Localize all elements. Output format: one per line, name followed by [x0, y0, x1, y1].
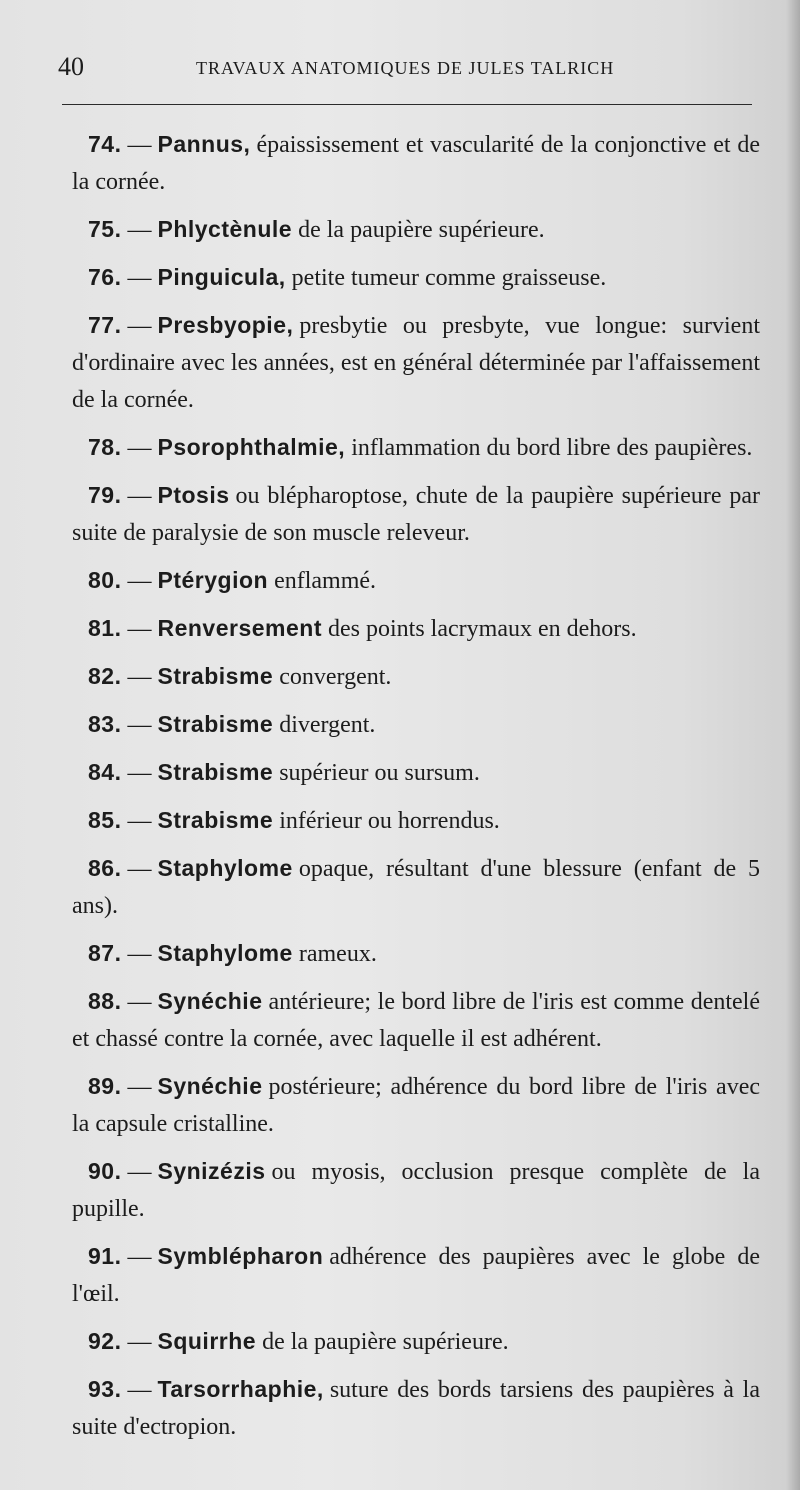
- entry-term: Strabisme: [157, 663, 274, 689]
- entry-dash: —: [127, 1377, 152, 1403]
- entry-dash: —: [127, 217, 152, 243]
- entry-term: Synéchie: [157, 988, 263, 1014]
- entry-dash: —: [127, 808, 152, 834]
- entry-number: 91.: [88, 1243, 122, 1269]
- entry-text: divergent.: [279, 712, 376, 738]
- entry-dash: —: [127, 616, 152, 642]
- entry-79: [72, 477, 760, 552]
- entry-91: [72, 1238, 760, 1313]
- entry-dash: —: [127, 664, 152, 690]
- entry-term: Staphylome: [157, 940, 293, 966]
- entry-text: inflammation du bord libre des paupières.: [351, 435, 753, 461]
- entry-dash: —: [127, 856, 152, 882]
- entry-text: opaque, résultant d'une blessure (enfant de 5 ans).: [72, 856, 760, 919]
- entry-87: [72, 935, 760, 973]
- entry-term: Presbyopie,: [157, 312, 294, 338]
- entry-dash: —: [127, 1159, 152, 1185]
- entry-85: [72, 802, 760, 840]
- entry-dash: —: [127, 941, 152, 967]
- entry-text: suture des bords tarsiens des paupières à la suite d'ectropion.: [72, 1377, 760, 1440]
- entry-text: enflammé.: [274, 568, 377, 594]
- entry-text: supérieur ou sursum.: [279, 760, 480, 786]
- entry-dash: —: [127, 760, 152, 786]
- entry-term: Pannus,: [157, 131, 251, 157]
- entry-dash: —: [127, 313, 152, 339]
- entry-term: Synizézis: [157, 1158, 266, 1184]
- entry-number: 80.: [88, 567, 122, 593]
- entry-83: [72, 706, 760, 744]
- entry-75: [72, 211, 760, 249]
- entry-number: 90.: [88, 1158, 122, 1184]
- entry-89: [72, 1068, 760, 1143]
- entry-text: épaississement et vascularité de la conjonctive et de la cornée.: [72, 132, 760, 195]
- entry-number: 77.: [88, 312, 122, 338]
- entry-term: Ptérygion: [157, 567, 269, 593]
- entry-number: 89.: [88, 1073, 122, 1099]
- entry-number: 79.: [88, 482, 122, 508]
- entry-term: Symblépharon: [157, 1243, 324, 1269]
- entry-number: 92.: [88, 1328, 122, 1354]
- entry-dash: —: [127, 1074, 152, 1100]
- page-number: 40: [58, 52, 84, 81]
- entry-term: Phlyctènule: [157, 216, 293, 242]
- entry-dash: —: [127, 568, 152, 594]
- entry-text: postérieure; adhérence du bord libre de l'iris avec la capsule cristalline.: [72, 1074, 760, 1137]
- entry-number: 87.: [88, 940, 122, 966]
- entry-dash: —: [127, 1329, 152, 1355]
- entry-text: antérieure; le bord libre de l'iris est comme dentelé et chassé contre la cornée, avec laquelle il est adhérent.: [72, 989, 760, 1052]
- entry-text: inférieur ou horrendus.: [279, 808, 500, 834]
- entry-93: [72, 1371, 760, 1446]
- entry-82: [72, 658, 760, 696]
- entry-text: de la paupière supérieure.: [262, 1329, 509, 1355]
- entry-dash: —: [127, 435, 152, 461]
- entry-number: 75.: [88, 216, 122, 242]
- page-edge-shadow: [786, 0, 800, 1490]
- entry-78: [72, 429, 760, 467]
- entry-text: ou blépharoptose, chute de la paupière supérieure par suite de paralysie de son muscle releveur.: [72, 483, 760, 546]
- entry-number: 93.: [88, 1376, 122, 1402]
- entry-text: ou myosis, occlusion presque complète de la pupille.: [72, 1159, 760, 1222]
- entry-number: 83.: [88, 711, 122, 737]
- entry-dash: —: [127, 132, 152, 158]
- entry-term: Psorophthalmie,: [157, 434, 346, 460]
- entry-term: Tarsorrhaphie,: [157, 1376, 324, 1402]
- entry-number: 74.: [88, 131, 122, 157]
- entry-term: Pinguicula,: [157, 264, 286, 290]
- entry-text: rameux.: [298, 941, 377, 967]
- entry-number: 88.: [88, 988, 122, 1014]
- entry-92: [72, 1323, 760, 1361]
- entry-text: des points lacrymaux en dehors.: [328, 616, 637, 642]
- entry-dash: —: [127, 1244, 152, 1270]
- entry-76: [72, 259, 760, 297]
- entry-dash: —: [127, 712, 152, 738]
- entry-list: [72, 126, 760, 1456]
- entry-90: [72, 1153, 760, 1228]
- entry-dash: —: [127, 989, 152, 1015]
- page-header: [58, 50, 758, 90]
- entry-74: [72, 126, 760, 201]
- entry-number: 82.: [88, 663, 122, 689]
- entry-text: adhérence des paupières avec le globe de l'œil.: [72, 1244, 760, 1307]
- entry-dash: —: [127, 265, 152, 291]
- entry-number: 81.: [88, 615, 122, 641]
- entry-term: Strabisme: [157, 759, 274, 785]
- entry-text: convergent.: [279, 664, 392, 690]
- entry-term: Strabisme: [157, 807, 274, 833]
- entry-term: Synéchie: [157, 1073, 263, 1099]
- entry-number: 76.: [88, 264, 122, 290]
- entry-term: Staphylome: [157, 855, 293, 881]
- entry-81: [72, 610, 760, 648]
- entry-text: de la paupière supérieure.: [298, 217, 545, 243]
- entry-84: [72, 754, 760, 792]
- entry-term: Squirrhe: [157, 1328, 257, 1354]
- entry-77: [72, 307, 760, 419]
- running-title: TRAVAUX ANATOMIQUES DE JULES TALRICH: [196, 58, 615, 78]
- entry-number: 78.: [88, 434, 122, 460]
- entry-dash: —: [127, 483, 152, 509]
- entry-text: petite tumeur comme graisseuse.: [291, 265, 607, 291]
- entry-number: 84.: [88, 759, 122, 785]
- entry-number: 86.: [88, 855, 122, 881]
- entry-text: presbytie ou presbyte, vue longue: survient d'ordinaire avec les années, est en général déterminée par l'affaissement de la cornée.: [72, 313, 760, 413]
- entry-term: Renversement: [157, 615, 323, 641]
- entry-80: [72, 562, 760, 600]
- entry-term: Strabisme: [157, 711, 274, 737]
- entry-term: Ptosis: [157, 482, 230, 508]
- entry-number: 85.: [88, 807, 122, 833]
- header-rule: [62, 104, 752, 105]
- entry-86: [72, 850, 760, 925]
- entry-88: [72, 983, 760, 1058]
